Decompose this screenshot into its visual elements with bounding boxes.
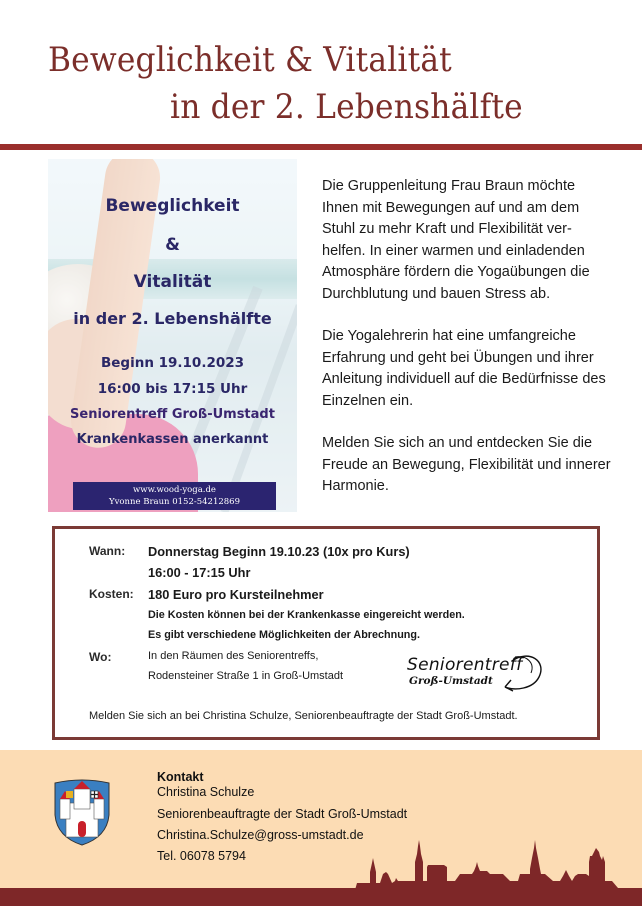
logo-text-sub: Groß-Umstadt bbox=[409, 675, 493, 687]
poster-subheading: in der 2. Lebenshälfte bbox=[73, 309, 272, 328]
contact-name: Christina Schulze bbox=[157, 785, 255, 799]
cost-label: Kosten: bbox=[89, 587, 134, 601]
page-title-line-2: in der 2. Lebenshälfte bbox=[170, 87, 523, 127]
contact-phone: Tel. 06078 5794 bbox=[157, 849, 246, 863]
poster-heading: Vitalität bbox=[133, 272, 212, 292]
poster-place: Seniorentreff Groß-Umstadt bbox=[70, 407, 275, 422]
poster-phone: Yvonne Braun 0152-54212869 bbox=[108, 497, 240, 507]
poster-website: www.wood-yoga.de bbox=[133, 485, 216, 495]
where-line-2: Rodensteiner Straße 1 in Groß-Umstadt bbox=[148, 670, 344, 682]
cost-value: 180 Euro pro Kursteilnehmer bbox=[148, 587, 324, 602]
info-box bbox=[52, 526, 600, 740]
when-label: Wann: bbox=[89, 544, 126, 558]
contact-heading: Kontakt bbox=[157, 770, 204, 784]
contact-email-link[interactable]: Christina.Schulze@gross-umstadt.de bbox=[157, 828, 364, 842]
intro-paragraph: Melden Sie sich an und entdecken Sie die Freude an Bewegung, Flexibilität und innerer Harmonie. bbox=[322, 435, 611, 494]
poster-insurance: Krankenkassen anerkannt bbox=[76, 432, 269, 447]
when-value: Donnerstag Beginn 19.10.23 (10x pro Kurs) bbox=[148, 544, 410, 559]
yoga-poster-image bbox=[48, 159, 297, 512]
poster-time: 16:00 bis 17:15 Uhr bbox=[97, 381, 248, 397]
town-coat-of-arms-icon bbox=[52, 777, 112, 847]
logo-text-main: Seniorentreff bbox=[407, 655, 523, 675]
intro-paragraph: Die Yogalehrerin hat eine umfangreiche Erfahrung und geht bei Übungen und ihrer Anleitung individuell auf die Bedürfnisse des Einzelnen ein. bbox=[322, 328, 606, 409]
logo-swirl-icon bbox=[407, 649, 547, 699]
poster-ampersand: & bbox=[165, 235, 180, 255]
where-label: Wo: bbox=[89, 650, 112, 664]
contact-role: Seniorenbeauftragte der Stadt Groß-Umstadt bbox=[157, 807, 408, 821]
cost-note-1: Die Kosten können bei der Krankenkasse eingereicht werden. bbox=[148, 609, 465, 621]
footer-band bbox=[0, 888, 642, 906]
header bbox=[0, 0, 642, 140]
cost-note-2: Es gibt verschiedene Möglichkeiten der Abrechnung. bbox=[148, 629, 420, 641]
signup-note: Melden Sie sich an bei Christina Schulze, Seniorenbeauftragte der Stadt Groß-Umstadt. bbox=[89, 710, 518, 722]
where-line-1: In den Räumen des Seniorentreffs, bbox=[148, 650, 319, 662]
footer-contact bbox=[0, 750, 642, 906]
seniorentreff-logo bbox=[407, 649, 547, 699]
intro-text bbox=[322, 176, 612, 519]
poster-start-date: Beginn 19.10.2023 bbox=[100, 355, 245, 371]
intro-paragraph: Die Gruppenleitung Frau Braun möchte Ihnen mit Bewegungen auf und am dem Stuhl zu mehr Kraft und Flexibilität ver-helfen. In einer warmen und einladenden Atmosphäre fördern die Yogaübungen die Durchblutung und bauen Stress ab. bbox=[322, 178, 590, 302]
page-title-line-1: Beweglichkeit & Vitalität bbox=[48, 40, 452, 80]
poster-contact-band bbox=[73, 482, 276, 510]
when-time: 16:00 - 17:15 Uhr bbox=[148, 565, 251, 580]
poster-heading: Beweglichkeit bbox=[105, 196, 240, 216]
header-divider bbox=[0, 144, 642, 150]
